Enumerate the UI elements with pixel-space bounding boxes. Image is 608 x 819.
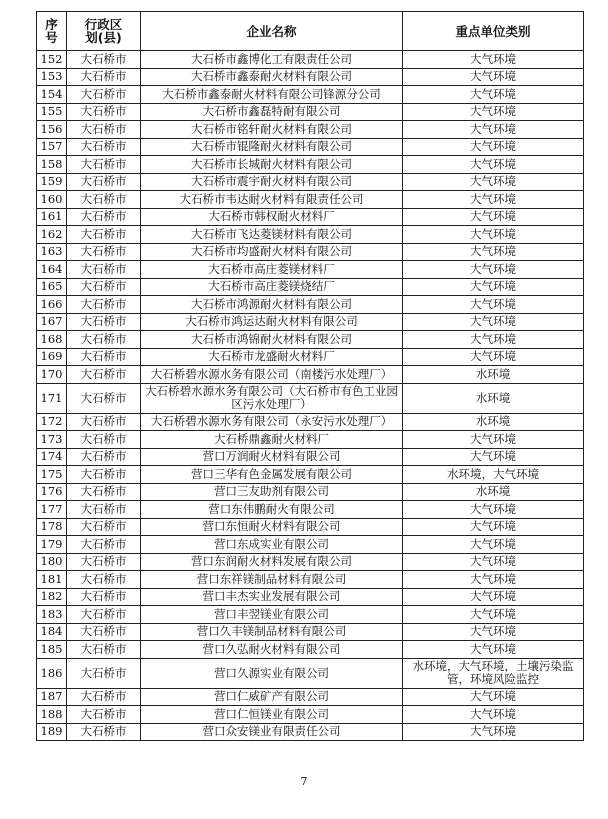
table-row [37,366,584,384]
enterprise-table [36,11,584,741]
cell-administrative-area: 大石桥市 [67,208,141,226]
cell-administrative-area: 大石桥市 [67,553,141,571]
table-row [37,466,584,484]
cell-serial-number: 187 [37,688,67,706]
cell-key-unit-category: 大气环境 [403,103,584,121]
cell-serial-number: 155 [37,103,67,121]
cell-enterprise-name: 大石桥市高庄菱镁烧结厂 [141,278,403,296]
cell-serial-number: 170 [37,366,67,384]
cell-enterprise-name: 大石桥碧水源水务有限公司（南楼污水处理厂） [141,366,403,384]
table-body [37,51,584,741]
cell-key-unit-category: 大气环境 [403,553,584,571]
table-row [37,383,584,413]
table-row [37,191,584,209]
table-row [37,243,584,261]
cell-key-unit-category: 大气环境 [403,723,584,741]
cell-administrative-area: 大石桥市 [67,383,141,413]
header-key-unit-category: 重点单位类别 [403,12,584,51]
cell-key-unit-category: 大气环境 [403,641,584,659]
cell-enterprise-name: 大石桥碧水源水务有限公司（大石桥市有色工业园区污水处理厂） [141,383,403,413]
cell-key-unit-category: 大气环境 [403,243,584,261]
table-row [37,658,584,688]
cell-enterprise-name: 营口三华有色金属发展有限公司 [141,466,403,484]
cell-key-unit-category: 水环境 [403,366,584,384]
cell-key-unit-category: 大气环境 [403,278,584,296]
cell-serial-number: 175 [37,466,67,484]
cell-enterprise-name: 大石桥市锟隆耐火材料有限公司 [141,138,403,156]
cell-administrative-area: 大石桥市 [67,588,141,606]
table-row [37,706,584,724]
cell-serial-number: 166 [37,296,67,314]
cell-administrative-area: 大石桥市 [67,431,141,449]
cell-serial-number: 162 [37,226,67,244]
cell-enterprise-name: 大石桥市鸿运达耐火材料有限公司 [141,313,403,331]
cell-serial-number: 186 [37,658,67,688]
table-row [37,723,584,741]
page-number: 7 [300,775,308,788]
cell-key-unit-category: 大气环境 [403,261,584,279]
cell-enterprise-name: 营口东祥镁制品材料有限公司 [141,571,403,589]
table-row [37,348,584,366]
cell-serial-number: 158 [37,156,67,174]
cell-administrative-area: 大石桥市 [67,51,141,69]
cell-administrative-area: 大石桥市 [67,348,141,366]
table-row [37,138,584,156]
cell-administrative-area: 大石桥市 [67,466,141,484]
cell-key-unit-category: 大气环境 [403,296,584,314]
cell-key-unit-category: 大气环境 [403,121,584,139]
header-administrative-area: 行政区 划(县) [67,12,141,51]
cell-key-unit-category: 大气环境 [403,571,584,589]
table-header-row [37,12,584,51]
table-row [37,606,584,624]
header-enterprise-name: 企业名称 [141,12,403,51]
cell-administrative-area: 大石桥市 [67,191,141,209]
cell-serial-number: 177 [37,501,67,519]
cell-enterprise-name: 营口久弘耐火材料有限公司 [141,641,403,659]
cell-administrative-area: 大石桥市 [67,278,141,296]
table-row [37,296,584,314]
table-row [37,553,584,571]
cell-administrative-area: 大石桥市 [67,606,141,624]
cell-enterprise-name: 大石桥市高庄菱镁材料厂 [141,261,403,279]
cell-administrative-area: 大石桥市 [67,641,141,659]
cell-administrative-area: 大石桥市 [67,623,141,641]
cell-administrative-area: 大石桥市 [67,518,141,536]
table-row [37,156,584,174]
cell-key-unit-category: 大气环境 [403,623,584,641]
cell-enterprise-name: 营口久丰镁制品材料有限公司 [141,623,403,641]
cell-enterprise-name: 营口仁恒镁业有限公司 [141,706,403,724]
table-row [37,501,584,519]
table-row [37,51,584,69]
cell-serial-number: 152 [37,51,67,69]
cell-administrative-area: 大石桥市 [67,103,141,121]
cell-administrative-area: 大石桥市 [67,86,141,104]
cell-enterprise-name: 大石桥碧水源水务有限公司（永安污水处理厂） [141,413,403,431]
cell-administrative-area: 大石桥市 [67,296,141,314]
cell-serial-number: 159 [37,173,67,191]
cell-administrative-area: 大石桥市 [67,68,141,86]
cell-enterprise-name: 营口东润耐火材料发展有限公司 [141,553,403,571]
cell-administrative-area: 大石桥市 [67,366,141,384]
table-row [37,313,584,331]
table-row [37,413,584,431]
cell-key-unit-category: 大气环境 [403,431,584,449]
cell-serial-number: 163 [37,243,67,261]
cell-serial-number: 188 [37,706,67,724]
cell-enterprise-name: 大石桥市鑫博化工有限责任公司 [141,51,403,69]
header-serial-number: 序 号 [37,12,67,51]
cell-administrative-area: 大石桥市 [67,536,141,554]
cell-serial-number: 160 [37,191,67,209]
table-row [37,688,584,706]
cell-key-unit-category: 大气环境 [403,191,584,209]
cell-key-unit-category: 大气环境 [403,173,584,191]
cell-key-unit-category: 大气环境 [403,331,584,349]
cell-key-unit-category: 水环境，大气环境，土壤污染监管，环境风险监控 [403,658,584,688]
cell-key-unit-category: 大气环境 [403,448,584,466]
cell-key-unit-category: 水环境 [403,413,584,431]
cell-administrative-area: 大石桥市 [67,501,141,519]
cell-key-unit-category: 大气环境 [403,518,584,536]
cell-enterprise-name: 大石桥市震宇耐火材料有限公司 [141,173,403,191]
table-row [37,588,584,606]
cell-serial-number: 185 [37,641,67,659]
cell-enterprise-name: 大石桥市韦达耐火材料有限责任公司 [141,191,403,209]
cell-key-unit-category: 水环境 [403,483,584,501]
cell-serial-number: 181 [37,571,67,589]
cell-serial-number: 183 [37,606,67,624]
cell-serial-number: 179 [37,536,67,554]
cell-key-unit-category: 大气环境 [403,706,584,724]
cell-key-unit-category: 大气环境 [403,588,584,606]
cell-key-unit-category: 大气环境 [403,606,584,624]
cell-serial-number: 165 [37,278,67,296]
cell-key-unit-category: 大气环境 [403,68,584,86]
cell-serial-number: 167 [37,313,67,331]
cell-administrative-area: 大石桥市 [67,331,141,349]
table-row [37,483,584,501]
cell-serial-number: 184 [37,623,67,641]
cell-serial-number: 172 [37,413,67,431]
cell-administrative-area: 大石桥市 [67,261,141,279]
cell-enterprise-name: 营口众安镁业有限责任公司 [141,723,403,741]
cell-serial-number: 173 [37,431,67,449]
cell-serial-number: 156 [37,121,67,139]
table-row [37,448,584,466]
cell-administrative-area: 大石桥市 [67,138,141,156]
cell-enterprise-name: 大石桥市飞达菱镁材料有限公司 [141,226,403,244]
cell-key-unit-category: 水环境，大气环境 [403,466,584,484]
cell-administrative-area: 大石桥市 [67,243,141,261]
table-row [37,571,584,589]
cell-enterprise-name: 大石桥鼎鑫耐火材料厂 [141,431,403,449]
cell-key-unit-category: 大气环境 [403,51,584,69]
cell-serial-number: 182 [37,588,67,606]
cell-key-unit-category: 大气环境 [403,226,584,244]
cell-enterprise-name: 大石桥市韩权耐火材料厂 [141,208,403,226]
table-row [37,278,584,296]
cell-enterprise-name: 大石桥市鸿源耐火材料有限公司 [141,296,403,314]
cell-serial-number: 161 [37,208,67,226]
table-row [37,68,584,86]
cell-enterprise-name: 大石桥市鸿锦耐火材料有限公司 [141,331,403,349]
cell-enterprise-name: 大石桥市鑫泰耐火材料有限公司锋源分公司 [141,86,403,104]
cell-enterprise-name: 营口东成实业有限公司 [141,536,403,554]
cell-enterprise-name: 大石桥市鑫泰耐火材料有限公司 [141,68,403,86]
cell-serial-number: 153 [37,68,67,86]
cell-serial-number: 178 [37,518,67,536]
cell-key-unit-category: 大气环境 [403,208,584,226]
table-row [37,261,584,279]
cell-serial-number: 174 [37,448,67,466]
cell-enterprise-name: 营口东伟鹏耐火有限公司 [141,501,403,519]
cell-serial-number: 157 [37,138,67,156]
table-row [37,331,584,349]
cell-enterprise-name: 营口丰翌镁业有限公司 [141,606,403,624]
cell-serial-number: 189 [37,723,67,741]
cell-enterprise-name: 营口久源实业有限公司 [141,658,403,688]
cell-administrative-area: 大石桥市 [67,156,141,174]
table-row [37,86,584,104]
table-row [37,208,584,226]
cell-serial-number: 180 [37,553,67,571]
cell-enterprise-name: 大石桥市均盛耐火材料有限公司 [141,243,403,261]
cell-key-unit-category: 大气环境 [403,348,584,366]
cell-serial-number: 176 [37,483,67,501]
cell-serial-number: 171 [37,383,67,413]
cell-enterprise-name: 营口三友助剂有限公司 [141,483,403,501]
table-row [37,226,584,244]
cell-administrative-area: 大石桥市 [67,571,141,589]
cell-key-unit-category: 大气环境 [403,313,584,331]
cell-administrative-area: 大石桥市 [67,313,141,331]
cell-enterprise-name: 营口仁威矿产有限公司 [141,688,403,706]
table-row [37,121,584,139]
table-row [37,641,584,659]
cell-administrative-area: 大石桥市 [67,448,141,466]
cell-administrative-area: 大石桥市 [67,658,141,688]
cell-key-unit-category: 水环境 [403,383,584,413]
cell-serial-number: 169 [37,348,67,366]
cell-enterprise-name: 营口东恒耐火材料有限公司 [141,518,403,536]
cell-enterprise-name: 大石桥市长城耐火材料有限公司 [141,156,403,174]
cell-administrative-area: 大石桥市 [67,483,141,501]
cell-enterprise-name: 营口万润耐火材料有限公司 [141,448,403,466]
cell-administrative-area: 大石桥市 [67,226,141,244]
table-row [37,173,584,191]
table-row [37,518,584,536]
cell-key-unit-category: 大气环境 [403,156,584,174]
table-row [37,431,584,449]
table-row [37,103,584,121]
cell-serial-number: 154 [37,86,67,104]
cell-enterprise-name: 营口丰杰实业发展有限公司 [141,588,403,606]
cell-administrative-area: 大石桥市 [67,121,141,139]
cell-key-unit-category: 大气环境 [403,536,584,554]
cell-administrative-area: 大石桥市 [67,723,141,741]
cell-serial-number: 168 [37,331,67,349]
cell-enterprise-name: 大石桥市龙盛耐火材料厂 [141,348,403,366]
cell-serial-number: 164 [37,261,67,279]
cell-administrative-area: 大石桥市 [67,688,141,706]
cell-key-unit-category: 大气环境 [403,138,584,156]
cell-enterprise-name: 大石桥市鑫磊特耐有限公司 [141,103,403,121]
table-row [37,536,584,554]
cell-key-unit-category: 大气环境 [403,501,584,519]
cell-administrative-area: 大石桥市 [67,706,141,724]
table-row [37,623,584,641]
cell-key-unit-category: 大气环境 [403,86,584,104]
cell-enterprise-name: 大石桥市铭轩耐火材料有限公司 [141,121,403,139]
cell-administrative-area: 大石桥市 [67,413,141,431]
cell-administrative-area: 大石桥市 [67,173,141,191]
cell-key-unit-category: 大气环境 [403,688,584,706]
